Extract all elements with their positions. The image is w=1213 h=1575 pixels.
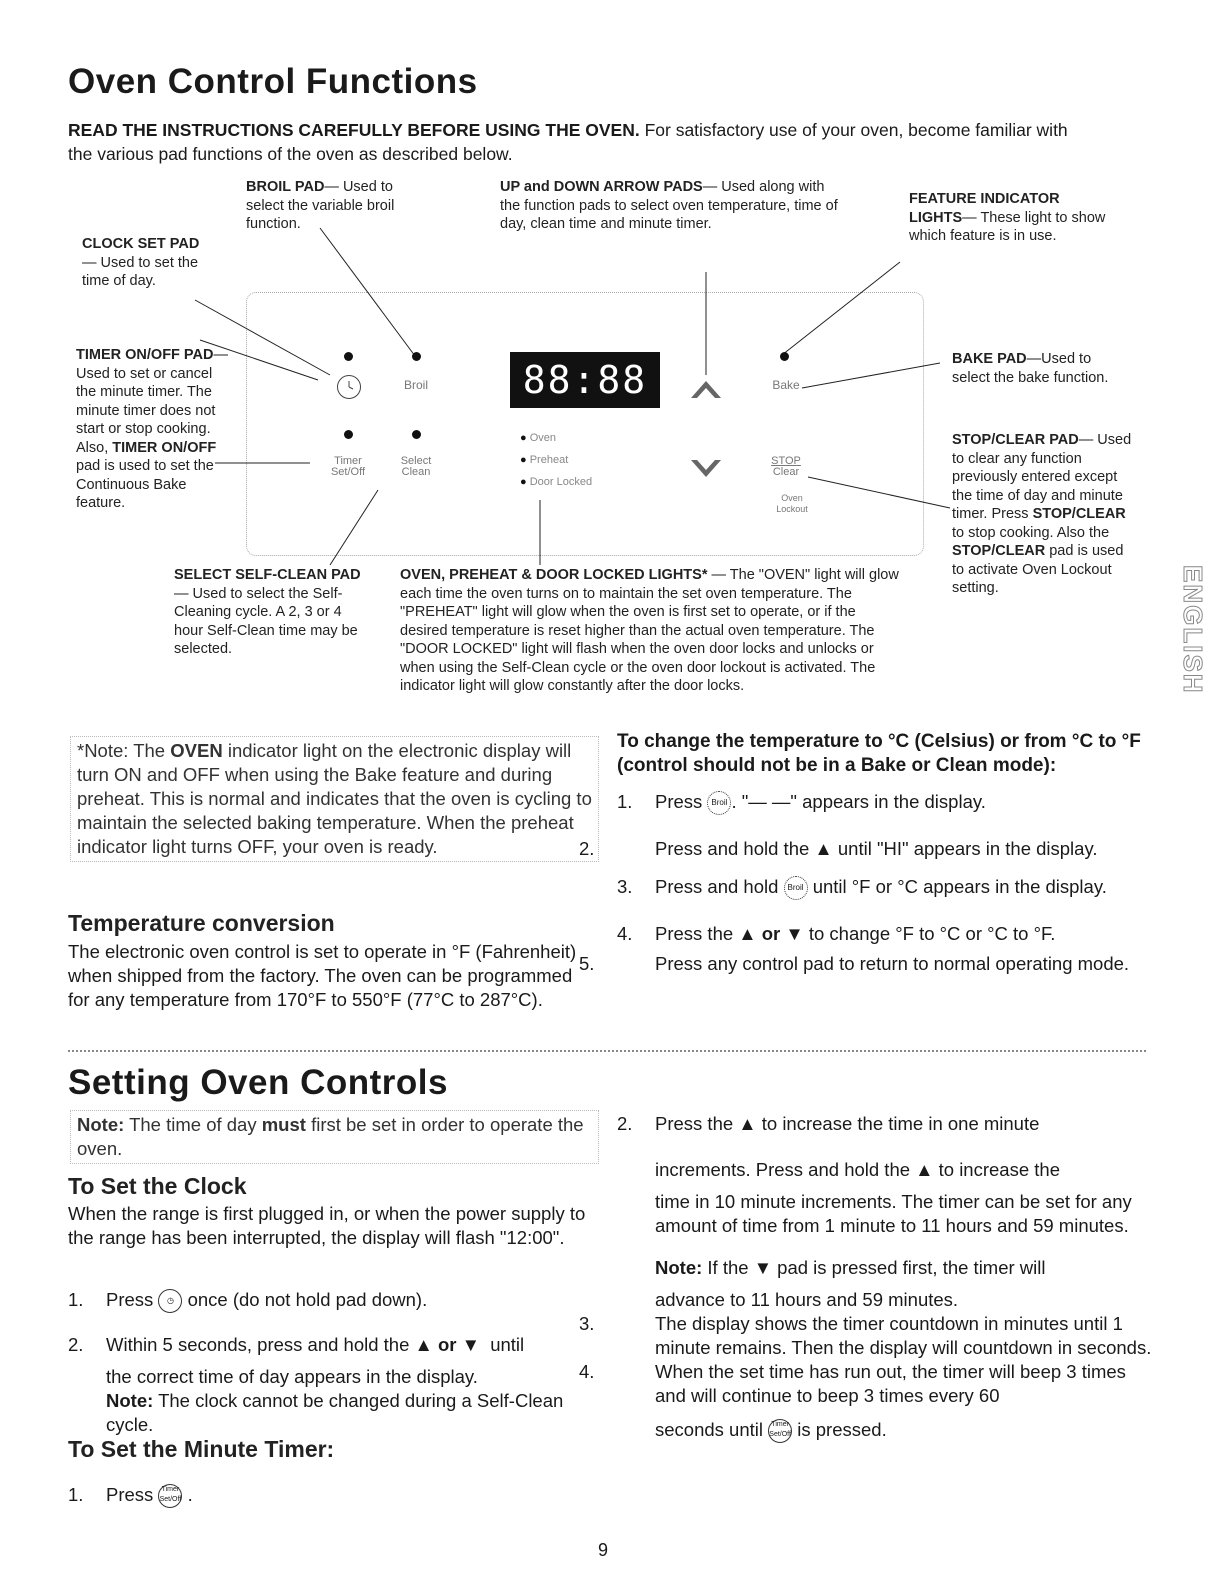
timer-icon: Timer Set/Off [158, 1484, 182, 1508]
step-num: 2. [68, 1334, 84, 1356]
timer-pad-label2: Set/Off [330, 466, 366, 478]
step-text: is pressed. [797, 1419, 887, 1440]
stop-clear-pad[interactable] [766, 456, 806, 478]
timer-icon: Timer Set/Off [768, 1419, 792, 1443]
down-arrow-icon: ▼ [461, 1334, 480, 1356]
bake-leader [802, 363, 940, 388]
step-text: . "— —" appears in the display. [731, 791, 986, 812]
note-oven-pre: *Note: The [77, 740, 171, 761]
step-text: to increase the time in one minute [761, 1113, 1040, 1134]
step-text: the correct time of day appears in the display. [106, 1366, 478, 1388]
indicator-lights [520, 427, 592, 493]
door-locked-label: Door Locked [529, 476, 593, 488]
note-text: pad is pressed first, the timer will [777, 1257, 1046, 1278]
step-num: 5. [579, 953, 595, 975]
door-locked-light: ● Door Locked [520, 476, 593, 488]
stop-text3: pad is used to activate Oven Lockout setting. [952, 543, 1124, 596]
step-num: 3. [579, 1313, 595, 1334]
stop-pad-label: STOP [771, 455, 801, 467]
step-text: to change °F to °C or °C to °F. [808, 923, 1056, 945]
step-text: Press and hold [655, 876, 779, 898]
timer-step-2-more: time in 10 minute increments. The timer can be set for any amount of time from 1 minute to 11 hours and 59 minutes. [655, 1191, 1132, 1236]
stop-text2: to stop cooking. Also the [952, 524, 1110, 541]
clock-step-2 [68, 1333, 598, 1357]
step-text: Press and hold the [655, 838, 810, 860]
self-clean-text: — Used to select the Self-Cleaning cycle. A 2, 3 or 4 hour Self-Clean time may be selected. [174, 585, 358, 657]
bake-title: BAKE PAD [952, 351, 1027, 367]
setting-title: Setting Oven Controls [68, 1063, 448, 1102]
select-pad-label: Select [400, 455, 432, 467]
digital-display: 88:88 [510, 352, 660, 408]
clock-step-1 [68, 1288, 598, 1313]
up-arrow-icon: ▲ [915, 1159, 934, 1180]
step-num: 4. [579, 1361, 595, 1382]
change-step-4 [617, 922, 1157, 946]
note-text: The time of day [124, 1114, 262, 1135]
broil-led [412, 352, 421, 361]
clock-leader [195, 300, 330, 375]
bake-text: —Used to select the bake function. [952, 351, 1109, 386]
timer-step-2-cont [617, 1158, 1157, 1182]
down-arrow-pad[interactable] [688, 458, 724, 480]
change-step-3 [617, 875, 1157, 900]
step-num: 3. [617, 876, 633, 898]
timer-title: TIMER ON/OFF PAD [76, 347, 214, 363]
step-text: Within 5 seconds, press and hold the [106, 1334, 410, 1356]
step-text: seconds until [655, 1419, 763, 1440]
broil-icon: Broil [784, 876, 808, 900]
step-text: once (do not hold pad down). [187, 1289, 428, 1310]
self-clean-title: SELECT SELF-CLEAN PAD [174, 567, 361, 583]
broil-pad-text: — Used to select the variable broil function. [246, 179, 395, 232]
intro-bold: READ THE INSTRUCTIONS CAREFULLY BEFORE USING THE OVEN. [68, 120, 640, 140]
step-text: Press the [655, 923, 734, 945]
feature-title: FEATURE INDICATOR LIGHTS [909, 191, 1060, 226]
note-bold: Note: [106, 1390, 154, 1412]
oven-light-label: Oven [529, 432, 557, 444]
step-num: 2. [579, 838, 595, 860]
oven-lockout-1: Oven [781, 493, 803, 503]
temp-conversion-title: Temperature conversion [68, 910, 335, 936]
step-num: 2. [617, 1113, 633, 1134]
clock-icon [338, 376, 360, 398]
up-arrow-icon: ▲ [814, 838, 833, 860]
set-clock-title: To Set the Clock [68, 1173, 247, 1199]
up-down-text: — Used along with the function pads to select oven temperature, time of day, clean time and minute timer. [500, 179, 838, 232]
timer-step-4-cont [617, 1418, 1157, 1443]
down-arrow-icon: ▼ [785, 923, 804, 945]
bake-pad[interactable]: Bake [772, 378, 800, 392]
step-text: to increase the [938, 1159, 1060, 1180]
clock-led [344, 352, 353, 361]
page-number: 9 [598, 1540, 609, 1560]
section-divider [68, 1050, 1146, 1052]
change-step-5 [579, 952, 1157, 976]
down-arrow-icon: ▼ [753, 1257, 773, 1278]
clock-set-title: CLOCK SET PAD [82, 236, 200, 252]
timer-step-2 [617, 1112, 1157, 1136]
step-text: until "HI" appears in the display. [837, 838, 1098, 860]
oven-lockout-2: Lockout [776, 504, 808, 514]
up-arrow-icon: ▲ [738, 1113, 757, 1134]
change-temp-steps [579, 790, 1157, 976]
lights-title: OVEN, PREHEAT & DOOR LOCKED LIGHTS* [400, 567, 708, 583]
timer-bold2: TIMER ON/OFF [112, 439, 217, 456]
stop-pad-label2: Clear [772, 466, 800, 478]
lights-text: — The "OVEN" light will glow each time the oven turns on to maintain the set oven temperature. The "PREHEAT" light will glow when the oven is first set to operate, or if the desired temperature is reset higher than the actual oven temperature. The "DOOR LOCKED" light will flash when the oven door locks and unlocks or when using the Self-Clean cycle or the oven door lockout is activated. The indicator light will glow constantly after the door locks. [400, 567, 899, 694]
up-down-title: UP and DOWN ARROW PADS [500, 179, 703, 195]
set-clock-text: When the range is first plugged in, or when the power supply to the range has been interrupted, the display will flash "12:00". [68, 1203, 586, 1248]
stop-bold2: STOP/CLEAR [1032, 506, 1126, 522]
step-text: increments. Press and hold the [655, 1159, 911, 1180]
timer-step-3 [579, 1312, 1157, 1360]
broil-icon: Broil [707, 791, 731, 815]
note-oven-post: indicator light on the electronic display will turn ON and OFF when using the Bake feature and during preheat. This is normal and indicates that the oven is cycling to maintain the selected baking temperature. When the preheat indicator light turns OFF, your oven is ready. [77, 740, 592, 857]
intro-line2: the various pad functions of the oven as described below. [68, 144, 513, 164]
leader-lines [0, 0, 1213, 700]
timer-steps-right [579, 1112, 1157, 1443]
intro-rest: For satisfactory use of your oven, become familiar with [639, 120, 1068, 140]
minute-timer-title: To Set the Minute Timer: [68, 1436, 335, 1462]
stop-text: — Used to clear any function previously entered except the time of day and minute timer. Press [952, 432, 1132, 522]
timer-text: — Used to set or cancel the minute timer. The minute timer does not start or stop cooking. Also, [76, 347, 228, 456]
oven-light: ● Oven [520, 432, 557, 444]
timer-pad[interactable] [330, 456, 366, 478]
step-num: 1. [617, 791, 633, 812]
broil-pad-title: BROIL PAD [246, 179, 325, 195]
step-text: The display shows the timer countdown in minutes until 1 minute remains. Then the display will countdown in seconds. [655, 1313, 1152, 1358]
timer-pad-label: Timer [334, 455, 362, 467]
time-of-day-note [70, 1110, 599, 1164]
up-arrow-icon: ▲ [414, 1334, 433, 1356]
note-oven-bold: OVEN [170, 740, 223, 761]
step-text: When the set time has run out, the timer will beep 3 times and will continue to beep 3 times every 60 [655, 1361, 1126, 1406]
timer-led [344, 430, 353, 439]
select-led [412, 430, 421, 439]
up-arrow-icon: ▲ [738, 923, 757, 945]
feature-text: — These light to show which feature is in use. [909, 209, 1106, 244]
step-text: Press any control pad to return to normal operating mode. [655, 953, 1130, 975]
broil-pad[interactable]: Broil [403, 378, 428, 392]
timer-text2: pad is used to set the Continuous Bake feature. [76, 458, 214, 511]
up-arrow-pad[interactable] [688, 378, 724, 400]
page-title: Oven Control Functions [68, 62, 478, 101]
clock-pad-icon[interactable] [337, 375, 361, 399]
note-text: first be set in order to operate the oven. [77, 1114, 584, 1159]
note-text: The clock cannot be changed during a Self-Clean cycle. [106, 1390, 564, 1436]
step-text: Press [655, 791, 703, 812]
note-bold: Note: [655, 1257, 703, 1278]
timer-on-leader [200, 340, 318, 380]
step-num: 1. [68, 1484, 84, 1505]
step-text: Press [106, 1484, 154, 1505]
timer-step-4 [579, 1360, 1157, 1408]
clock-step-2-cont [68, 1365, 598, 1437]
preheat-light: ● Preheat [520, 454, 569, 466]
timer-note [617, 1256, 1157, 1280]
select-clean-pad[interactable] [396, 456, 436, 478]
note-bold: must [261, 1114, 306, 1135]
change-temp-title: To change the temperature to °C (Celsius) or from °C to °F (control should not be in a Bake or Clean mode): [617, 731, 1141, 776]
step-text: until [490, 1334, 525, 1356]
change-step-2 [579, 837, 1157, 861]
step-num: 4. [617, 923, 633, 945]
change-step-1 [617, 790, 1157, 815]
feature-leader [782, 262, 900, 355]
note-bold: Note: [77, 1114, 125, 1135]
step-text: Press the [655, 1113, 734, 1134]
selfclean-leader [330, 490, 378, 565]
timer-note-cont: advance to 11 hours and 59 minutes. [655, 1289, 959, 1310]
select-pad-label2: Clean [401, 466, 431, 478]
stop-leader [808, 477, 950, 508]
clock-steps [68, 1288, 598, 1437]
stop-title: STOP/CLEAR PAD [952, 432, 1079, 448]
preheat-light-label: Preheat [529, 454, 569, 466]
timer-step-1: 1. Press Timer Set/Off . [68, 1483, 193, 1508]
side-tab-text: ENGLISH [1178, 565, 1208, 695]
step-num: 1. [68, 1289, 84, 1310]
oven-indicator-note [70, 736, 599, 862]
clock-note [106, 1389, 598, 1437]
bake-led [780, 352, 789, 361]
clock-set-text: — Used to set the time of day. [82, 254, 199, 289]
or-text: or [437, 1334, 457, 1356]
step-text: until °F or °C appears in the display. [812, 876, 1107, 898]
step-text: Press [106, 1289, 154, 1310]
temp-conversion-text: The electronic oven control is set to operate in °F (Fahrenheit) when shipped from the factory. The oven can be programmed for any temperature from 170°F to 550°F (77°C to 287°C). [68, 941, 577, 1010]
language-side-tab [1178, 565, 1208, 705]
broil-leader [320, 228, 418, 360]
or-text: or [761, 923, 781, 945]
oven-lockout-label [762, 493, 822, 515]
note-text: If the [702, 1257, 749, 1278]
stop-bold3: STOP/CLEAR [952, 543, 1046, 559]
clock-icon: ◷ [158, 1289, 182, 1313]
